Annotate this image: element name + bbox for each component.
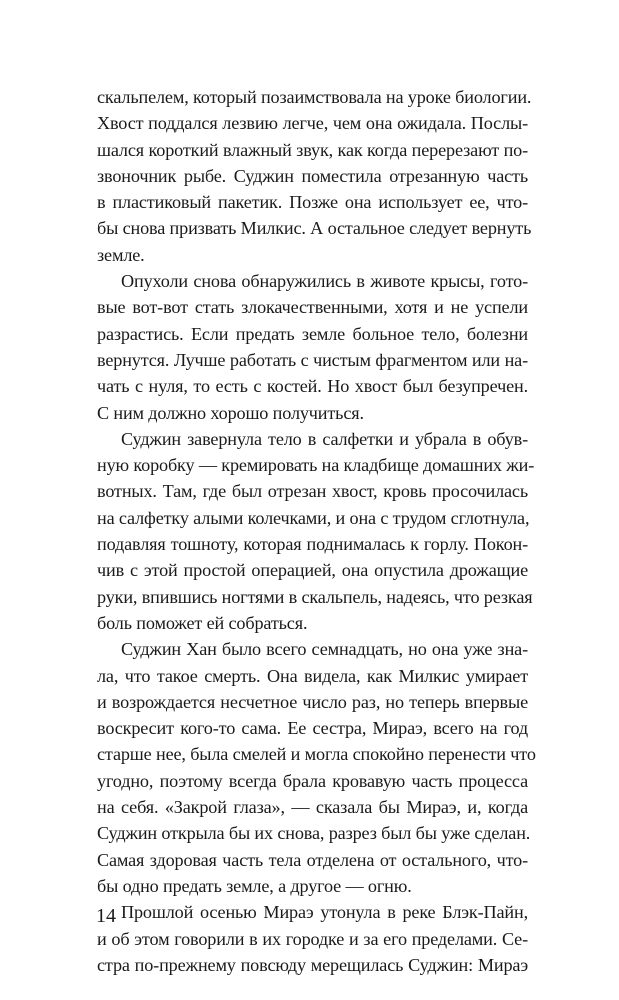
text-line: в пластиковый пакетик. Позже она использует ее, что- (97, 192, 528, 213)
text-line: Суджин завернула тело в салфетки и убрала в обув- (121, 428, 528, 449)
text-line: стра по-прежнему повсюду мерещилась Суджин: Мираэ (97, 954, 528, 975)
text-line: скальпелем, который позаимствовала на уроке биологии. (97, 87, 532, 107)
text-line: звоночник рыбе. Суджин поместила отрезанную часть (97, 165, 528, 186)
text-line: земле. (97, 244, 145, 265)
page-number: 14 (96, 905, 116, 927)
text-line: и возрождается несчетное число раз, но теперь впервые (97, 691, 528, 712)
text-line: бы одно предать земле, а другое — огню. (97, 875, 412, 896)
text-line: угодно, поэтому всегда брала кровавую часть процесса (97, 770, 528, 791)
text-line: и об этом говорили в их городке и за его пределами. Се- (97, 928, 528, 949)
text-line: шался короткий влажный звук, как когда перерезают по- (97, 139, 528, 160)
text-line: вотных. Там, где был отрезан хвост, кровь просочилась (97, 481, 528, 502)
text-line: Хвост поддался лезвию легче, чем она ожидала. Послы- (97, 113, 528, 134)
text-line: чать с нуля, то есть с костей. Но хвост был безупречен. (97, 376, 528, 397)
text-line: вернутся. Лучше работать с чистым фрагментом или на- (97, 349, 528, 370)
text-line: вые вот-вот стать злокачественными, хотя и не успели (97, 297, 528, 318)
text-line: ную коробку — кремировать на кладбище домашних жи- (97, 455, 535, 476)
text-line: на салфетку алыми колечками, и она с трудом сглотнула, (97, 507, 530, 528)
text-line: Опухоли снова обнаружились в животе крысы, гото- (121, 271, 528, 292)
text-line: старше нее, была смелей и могла спокойно перенести что (97, 744, 536, 765)
text-line: ла, что такое смерть. Она видела, как Милкис умирает (97, 665, 528, 686)
text-line: Самая здоровая часть тела отделена от остального, что- (97, 849, 528, 870)
text-line: Суджин открыла бы их снова, разрез был бы уже сделан. (97, 823, 531, 844)
text-line: С ним должно хорошо получиться. (97, 402, 364, 423)
body-text (97, 84, 536, 978)
text-line: воскресит кого-то сама. Ее сестра, Мираэ, всего на год (97, 718, 528, 739)
text-line: бы снова призвать Милкис. А остальное следует вернуть (97, 218, 532, 239)
text-line: руки, впившись ногтями в скальпель, надеясь, что резкая (97, 586, 533, 607)
text-line: Прошлой осенью Мираэ утонула в реке Блэк-Пайн, (121, 902, 528, 923)
text-line: чив с этой простой операцией, она опустила дрожащие (97, 560, 528, 581)
text-line: на себя. «Закрой глаза», — сказала бы Мираэ, и, когда (97, 797, 528, 818)
text-line: разрастись. Если предать земле больное тело, болезни (97, 323, 528, 344)
text-line: подавляя тошноту, которая поднималась к горлу. Покон- (97, 534, 528, 555)
text-line: боль поможет ей собраться. (97, 612, 308, 633)
text-line: Суджин Хан было всего семнадцать, но она уже зна- (121, 639, 528, 660)
